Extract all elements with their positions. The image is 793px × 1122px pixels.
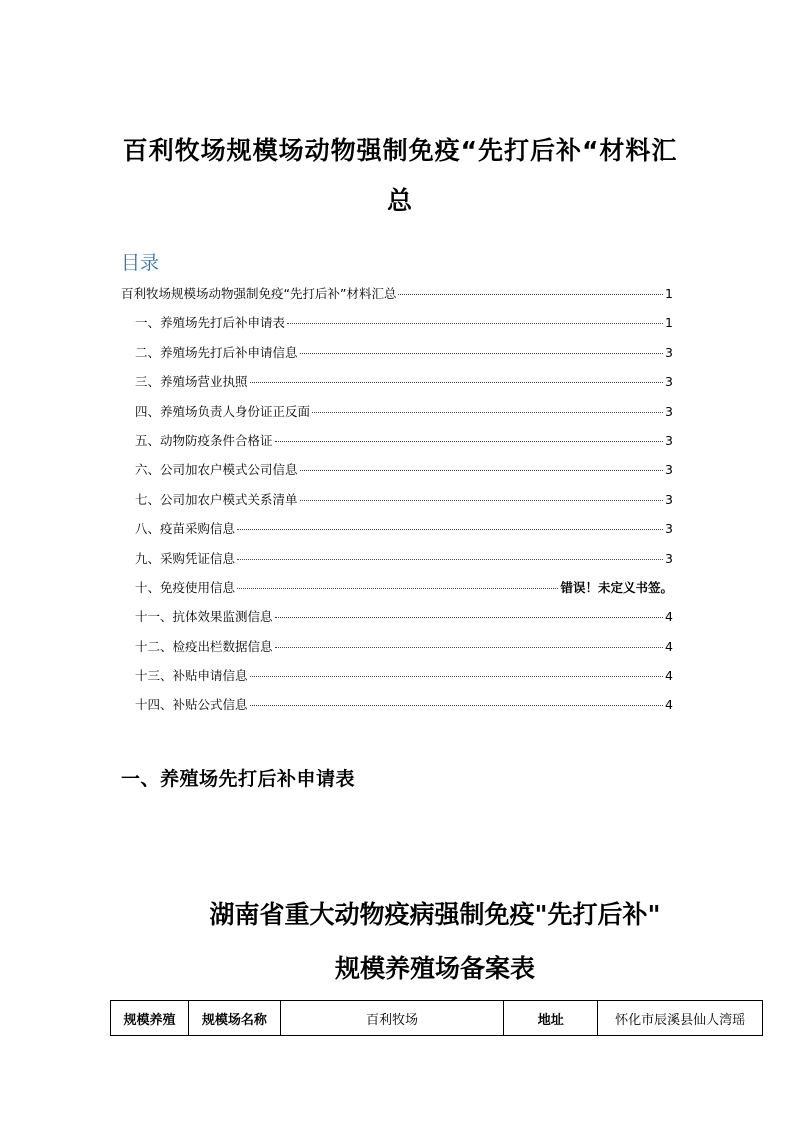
toc-heading: 目录 bbox=[121, 252, 160, 274]
toc-entry-page: 3 bbox=[665, 374, 673, 390]
toc-entry[interactable] bbox=[121, 666, 673, 695]
toc-leader-dots bbox=[300, 500, 664, 501]
toc-entry-page: 4 bbox=[665, 697, 673, 713]
toc-entry[interactable] bbox=[121, 372, 673, 401]
toc-leader-dots bbox=[275, 617, 664, 618]
toc-leader-dots bbox=[250, 705, 664, 706]
toc-entry-label: 七、公司加农户模式关系清单 bbox=[135, 491, 298, 507]
toc-leader-dots bbox=[237, 559, 663, 560]
toc-entry[interactable] bbox=[121, 549, 673, 578]
toc-entry-label: 十四、补贴公式信息 bbox=[135, 697, 248, 713]
toc-leader-dots bbox=[287, 323, 663, 324]
toc-leader-dots bbox=[312, 412, 663, 413]
toc-entry[interactable] bbox=[121, 343, 673, 372]
toc-entry[interactable] bbox=[121, 607, 673, 636]
toc-entry[interactable] bbox=[121, 313, 673, 342]
toc-entry-label: 四、养殖场负责人身份证正反面 bbox=[135, 403, 311, 419]
toc-leader-dots bbox=[300, 353, 664, 354]
toc-entry-label: 百利牧场规模场动物强制免疫“先打后补”材料汇总 bbox=[121, 286, 397, 301]
form-title-line1: 湖南省重大动物疫病强制免疫"先打后补" bbox=[209, 900, 661, 929]
toc-leader-dots bbox=[237, 588, 558, 589]
toc-entry-label: 十三、补贴申请信息 bbox=[135, 668, 248, 684]
cell-farm-name-label: 规模场名称 bbox=[188, 1001, 280, 1036]
toc-entry-label: 六、公司加农户模式公司信息 bbox=[135, 462, 298, 478]
toc-leader-dots bbox=[275, 647, 664, 648]
cell-address-label: 地址 bbox=[504, 1001, 598, 1036]
toc-entry-page: 1 bbox=[665, 315, 673, 331]
toc-entry-page: 3 bbox=[665, 491, 673, 507]
toc-entry-label: 三、养殖场营业执照 bbox=[135, 374, 248, 390]
toc-entry-page: 3 bbox=[665, 521, 673, 537]
toc-entry-label: 十二、检疫出栏数据信息 bbox=[135, 638, 273, 654]
toc-leader-dots bbox=[398, 294, 663, 295]
toc-entry-page: 3 bbox=[665, 550, 673, 566]
toc-entry-page: 3 bbox=[665, 344, 673, 360]
toc-entry[interactable] bbox=[121, 460, 673, 489]
toc-leader-dots bbox=[275, 441, 664, 442]
cell-scale-farming: 规模养殖 bbox=[111, 1001, 189, 1036]
toc-entry[interactable] bbox=[121, 578, 673, 607]
toc-entry[interactable] bbox=[121, 284, 673, 313]
table-row bbox=[111, 1001, 763, 1036]
toc-entry-page: 1 bbox=[665, 286, 673, 301]
toc-entry-label: 八、疫苗采购信息 bbox=[135, 521, 236, 537]
toc-leader-dots bbox=[250, 676, 664, 677]
toc-entry[interactable] bbox=[121, 402, 673, 431]
toc-entry-page: 3 bbox=[665, 462, 673, 478]
toc-entry[interactable] bbox=[121, 519, 673, 548]
toc-entry-label: 十一、抗体效果监测信息 bbox=[135, 609, 273, 625]
cell-address-value: 怀化市辰溪县仙人湾瑶 bbox=[598, 1001, 763, 1036]
toc-leader-dots bbox=[300, 470, 664, 471]
section-heading: 一、养殖场先打后补申请表 bbox=[121, 768, 356, 790]
toc-entry-page: 4 bbox=[665, 668, 673, 684]
toc-entry-page: 3 bbox=[665, 432, 673, 448]
toc-entry-label: 九、采购凭证信息 bbox=[135, 550, 236, 566]
toc-entry-page: 4 bbox=[665, 609, 673, 625]
toc-entry[interactable] bbox=[121, 695, 673, 724]
toc-entry[interactable] bbox=[121, 431, 673, 460]
toc-leader-dots bbox=[237, 529, 663, 530]
toc-entry-label: 十、免疫使用信息 bbox=[135, 579, 236, 595]
toc-entry-page: 4 bbox=[665, 638, 673, 654]
table-of-contents bbox=[121, 284, 673, 725]
toc-entry-page: 3 bbox=[665, 403, 673, 419]
form-title bbox=[110, 888, 760, 996]
form-title-line2: 规模养殖场备案表 bbox=[334, 954, 535, 983]
cell-farm-name-value: 百利牧场 bbox=[280, 1001, 504, 1036]
toc-entry-label: 五、动物防疫条件合格证 bbox=[135, 432, 273, 448]
document-title: 百利牧场规模场动物强制免疫“先打后补“材料汇总 bbox=[122, 136, 678, 215]
toc-entry[interactable] bbox=[121, 490, 673, 519]
toc-entry-label: 一、养殖场先打后补申请表 bbox=[135, 315, 286, 331]
toc-entry[interactable] bbox=[121, 637, 673, 666]
toc-leader-dots bbox=[250, 382, 664, 383]
toc-entry-error: 错误！未定义书签。 bbox=[560, 579, 673, 595]
toc-entry-label: 二、养殖场先打后补申请信息 bbox=[135, 344, 298, 360]
registration-table bbox=[110, 1000, 763, 1036]
